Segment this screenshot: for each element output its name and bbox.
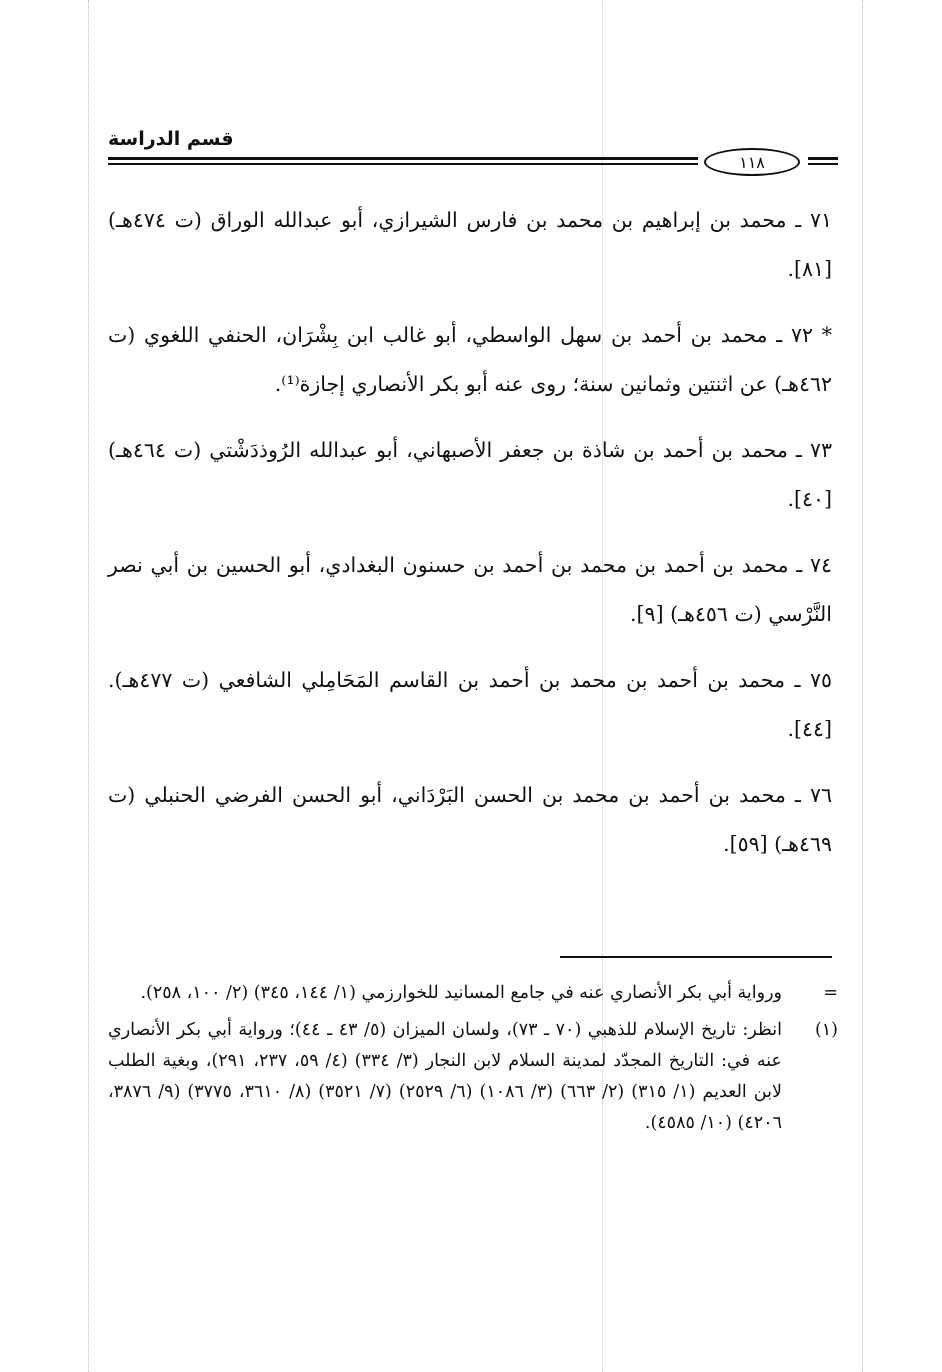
- biography-entries: [108, 196, 832, 886]
- header-double-rule: [108, 157, 698, 165]
- page-header: [108, 124, 838, 184]
- entry-75: ٧٥ ـ محمد بن أحمد بن محمد بن أحمد بن القاسم المَحَامِلي الشافعي (ت ٤٧٧هـ). [٤٤].: [108, 668, 832, 741]
- entry-73: ٧٣ ـ محمد بن أحمد بن شاذة بن جعفر الأصبهاني، أبو عبدالله الرُوذدَشْتي (ت ٤٦٤هـ) [٤٠].: [108, 438, 832, 511]
- entry-72: * ٧٢ ـ محمد بن أحمد بن سهل الواسطي، أبو غالب ابن بِشْرَان، الحنفي اللغوي (ت ٤٦٢هـ) عن اثنتين وثمانين سنة؛ روى عنه أبو بكر الأنصاري إجازة⁽¹⁾.: [108, 323, 832, 396]
- footnotes: [108, 978, 838, 1139]
- footnote-text: انظر: تاريخ الإسلام للذهبي (٧٠ ـ ٧٣)، ولسان الميزان (٥/ ٤٣ ـ ٤٤)؛ ورواية أبي بكر الأنصاري عنه في: التاريخ المجدّد لمدينة السلام لابن النجار (٣/ ٣٣٤) (٤/ ٥٩، ٢٣٧، ٢٩١)، وبغية الطلب لابن العديم (١/ ٣١٥) (٢/ ٦٦٣) (٣/ ١٠٨٦) (٦/ ٢٥٢٩) (٧/ ٣٥٢١) (٨/ ٣٦١٠، ٣٧٧٥) (٩/ ٣٨٧٦، ٤٢٠٦) (١٠/ ٤٥٨٥).: [108, 1020, 783, 1133]
- entry-76: ٧٦ ـ محمد بن أحمد بن محمد بن الحسن البَرْدَاني، أبو الحسن الفرضي الحنبلي (ت ٤٦٩هـ) [٥٩].: [108, 783, 832, 856]
- footnote-separator: [560, 956, 832, 958]
- scan-margin-dots-right: [862, 0, 863, 1372]
- footnote-marker: (١): [814, 1020, 838, 1040]
- footnote-marker: =: [823, 983, 838, 1003]
- page-number: ١١٨: [704, 148, 800, 176]
- entry-71: ٧١ ـ محمد بن إبراهيم بن محمد بن فارس الشيرازي، أبو عبدالله الوراق (ت ٤٧٤هـ) [٨١].: [108, 208, 832, 281]
- entry-74: ٧٤ ـ محمد بن أحمد بن محمد بن أحمد بن حسنون البغدادي، أبو الحسين بن أبي نصر النَّرْسي (ت ٤٥٦هـ) [٩].: [108, 553, 832, 626]
- header-dash-rule: [808, 157, 838, 165]
- footnote-continuation: [108, 978, 838, 1009]
- footnote-1: [108, 1015, 838, 1139]
- section-title: قسم الدراسة: [108, 128, 234, 150]
- footnote-text: ورواية أبي بكر الأنصاري عنه في جامع المسانيد للخوارزمي (١/ ١٤٤، ٣٤٥) (٢/ ١٠٠، ٢٥٨).: [140, 983, 782, 1003]
- scan-margin-dots-left: [88, 0, 89, 1372]
